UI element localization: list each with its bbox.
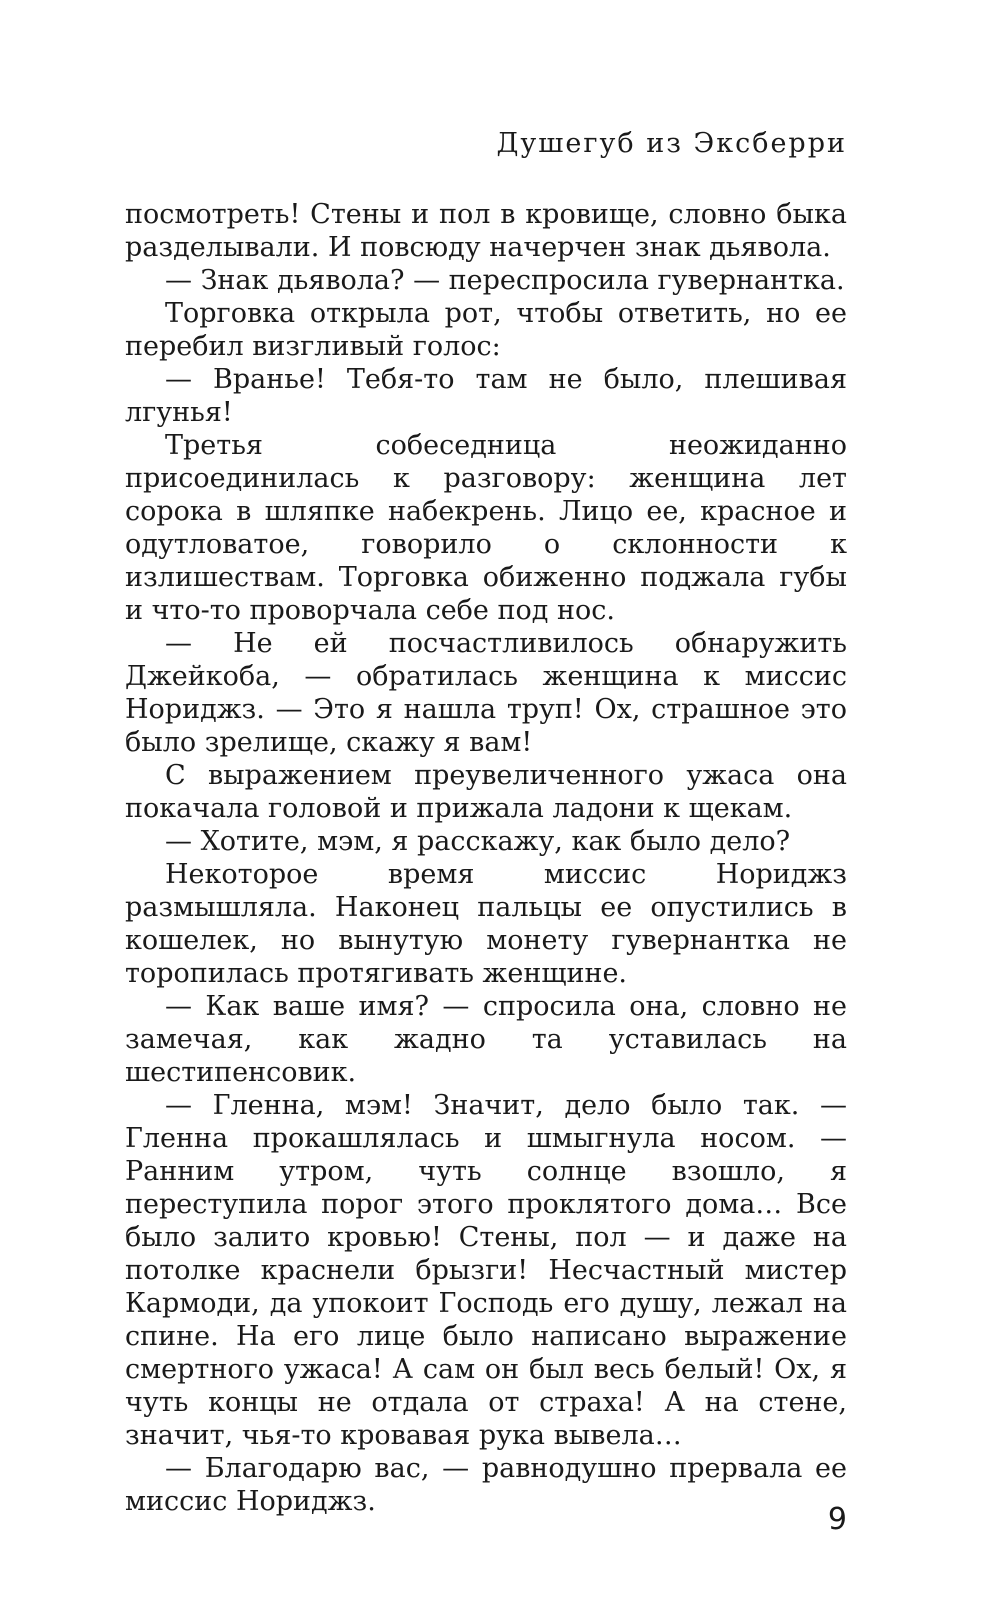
paragraph: — Гленна, мэм! Значит, дело было так. — Гленна прокашлялась и шмыгнула носом. — Ранним утром, чуть солнце взошло, я переступила порог этого проклятого дома… Все было залито кровью! Стены, пол — и даже на потолке краснели брызги! Несчастный мистер Кармоди, да упокоит Господь его душу, лежал на спине. На его лице было написано выражение смертного ужаса! А сам он был весь белый! Ох, я чуть концы не отдала от страха! А на стене, значит, чья-то кровавая рука вывела… <box>125 1090 847 1451</box>
paragraph: — Как ваше имя? — спросила она, словно не замечая, как жадно та уставилась на шестипенсовик. <box>125 991 847 1088</box>
paragraph: С выражением преувеличенного ужаса она покачала головой и прижала ладони к щекам. <box>125 760 847 824</box>
paragraph: — Знак дьявола? — переспросила гувернантка. <box>165 265 845 296</box>
paragraph: посмотреть! Стены и пол в кровище, словно быка разделывали. И повсюду начерчен знак дьявола. <box>125 199 847 263</box>
running-head: Душегуб из Эксберри <box>496 128 847 159</box>
page-number: 9 <box>827 1502 847 1537</box>
paragraph: — Не ей посчастливилось обнаружить Джейкоба, — обратилась женщина к миссис Нориджз. — Это я нашла труп! Ох, страшное это было зрелище, скажу я вам! <box>125 628 847 758</box>
paragraph: — Хотите, мэм, я расскажу, как было дело? <box>165 826 791 857</box>
paragraph: Некоторое время миссис Нориджз размышляла. Наконец пальцы ее опустились в кошелек, но вынутую монету гувернантка не торопилась протягивать женщине. <box>125 859 847 989</box>
paragraph: — Благодарю вас, — равнодушно прервала ее миссис Нориджз. <box>125 1453 847 1517</box>
paragraph: Третья собеседница неожиданно присоединилась к разговору: женщина лет сорока в шляпке набекрень. Лицо ее, красное и одутловатое, говорило о склонности к излишествам. Торговка обиженно поджала губы и что-то проворчала себе под нос. <box>125 430 847 626</box>
body-text <box>125 198 847 1518</box>
paragraph: Торговка открыла рот, чтобы ответить, но ее перебил визгливый голос: <box>125 298 847 362</box>
paragraph: — Вранье! Тебя-то там не было, плешивая лгунья! <box>125 364 847 428</box>
